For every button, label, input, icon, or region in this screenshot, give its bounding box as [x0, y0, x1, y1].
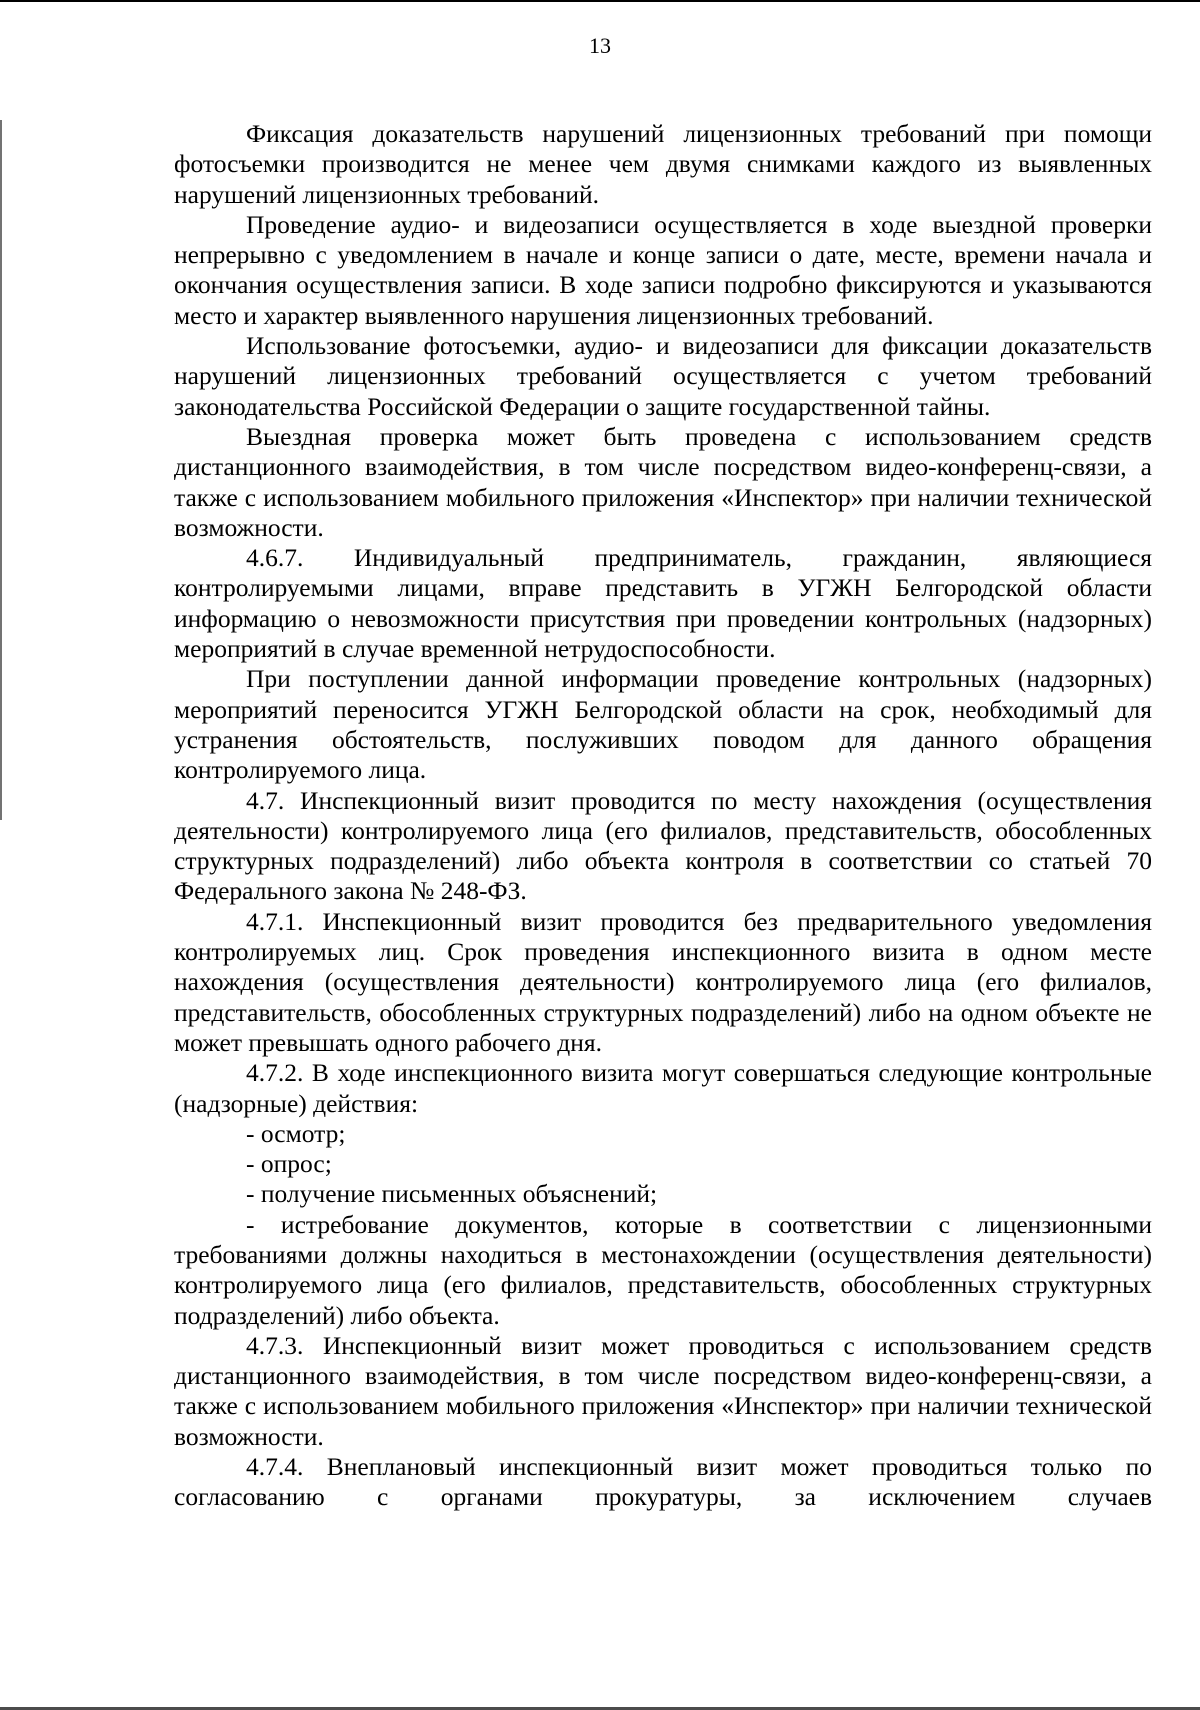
- paragraph-4-7-1: 4.7.1. Инспекционный визит проводится без предварительного уведомления контролируемых лиц. Срок проведения инспекционного визита в одном месте нахождения (осуществления деятельности) контролируемого лица (его филиалов, представительств, обособленных структурных подразделений) либо на одном объекте не может превышать одного рабочего дня.: [174, 906, 1152, 1057]
- paragraph-photo-fixation: Фиксация доказательств нарушений лицензионных требований при помощи фотосъемки производится не менее чем двумя снимками каждого из выявленных нарушений лицензионных требований.: [174, 119, 1152, 209]
- list-item-survey: - опрос;: [246, 1149, 332, 1179]
- list-item-documents-request: - истребование документов, которые в соответствии с лицензионными требованиями должны находиться в местонахождении (осуществления деятельности) контролируемого лица (его филиалов, представительств, обособленных структурных подразделений) либо объекта.: [174, 1209, 1152, 1330]
- list-item-inspection: - осмотр;: [246, 1118, 346, 1148]
- paragraph-4-6-7: 4.6.7. Индивидуальный предприниматель, гражданин, являющиеся контролируемыми лицами, вправе представить в УГЖН Белгородской области информацию о невозможности присутствия при проведении контрольных (надзорных) мероприятий в случае временной нетрудоспособности.: [174, 543, 1152, 664]
- document-body: [174, 119, 1152, 1513]
- paragraph-audio-video-recording: Проведение аудио- и видеозаписи осуществляется в ходе выездной проверки непрерывно с уведомлением в начале и конце записи о дате, месте, времени начала и окончания осуществления записи. В ходе записи подробно фиксируются и указываются место и характер выявленного нарушения лицензионных требований.: [174, 209, 1152, 330]
- paragraph-remote-inspection: Выездная проверка может быть проведена с использованием средств дистанционного взаимодействия, в том числе посредством видео-конференц-связи, а также с использованием мобильного приложения «Инспектор» при наличии технической возможности.: [174, 421, 1152, 542]
- paragraph-4-7-2: 4.7.2. В ходе инспекционного визита могут совершаться следующие контрольные (надзорные) действия:: [174, 1058, 1152, 1118]
- list-item-written-explanations: - получение письменных объяснений;: [246, 1179, 658, 1209]
- paragraph-state-secret: Использование фотосъемки, аудио- и видеозаписи для фиксации доказательств нарушений лицензионных требований осуществляется с учетом требований законодательства Российской Федерации о защите государственной тайны.: [174, 331, 1152, 421]
- page-number: 13: [589, 33, 611, 58]
- paragraph-4-7-3: 4.7.3. Инспекционный визит может проводиться с использованием средств дистанционного взаимодействия, в том числе посредством видео-конференц-связи, а также с использованием мобильного приложения «Инспектор» при наличии технической возможности.: [174, 1330, 1152, 1451]
- scan-border-left: [0, 120, 2, 820]
- paragraph-4-7-4: 4.7.4. Внеплановый инспекционный визит может проводиться только по согласованию с органами прокуратуры, за исключением случаев: [174, 1452, 1152, 1512]
- paragraph-postponement: При поступлении данной информации проведение контрольных (надзорных) мероприятий переносится УГЖН Белгородской области на срок, необходимый для устранения обстоятельств, послуживших поводом для данного обращения контролируемого лица.: [174, 664, 1152, 785]
- paragraph-4-7: 4.7. Инспекционный визит проводится по месту нахождения (осуществления деятельности) контролируемого лица (его филиалов, представительств, обособленных структурных подразделений) либо объекта контроля в соответствии со статьей 70 Федерального закона № 248-ФЗ.: [174, 785, 1152, 906]
- scan-border-top: [0, 0, 1200, 2]
